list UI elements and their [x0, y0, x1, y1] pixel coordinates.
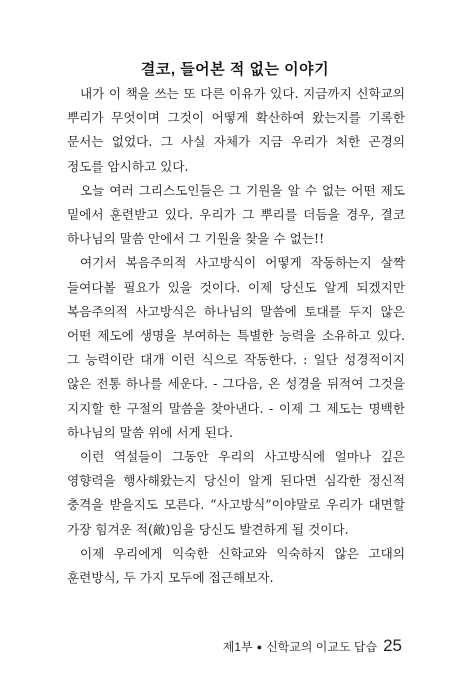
chapter-title: 결코, 들어본 적 없는 이야기	[140, 61, 330, 78]
footer-section-title: 신학교의 이교도 답습	[266, 640, 378, 654]
body-text	[67, 82, 405, 590]
page-number: 25	[383, 636, 402, 655]
paragraph: 내가 이 책을 쓰는 또 다른 이유가 있다. 지금까지 신학교의 뿌리가 무엇이며 그것이 어떻게 확산하여 왔는지를 기록한 문서는 없었다. 그 사실 자체가 지금 우리가 처한 곤경의 정도를 암시하고 있다.	[67, 86, 405, 174]
paragraph: 오늘 여러 그리스도인들은 그 기원을 알 수 없는 어떤 제도 밑에서 훈련받고 있다. 우리가 그 뿌리를 더듬을 경우, 결코 하나님의 말씀 안에서 그 기원을 찾을 수 없는!!	[67, 182, 405, 247]
paragraph: 이제 우리에게 익숙한 신학교와 익숙하지 않은 고대의 훈련방식, 두 가지 모두에 접근해보자.	[67, 545, 405, 586]
footer-part-label: 제1부	[222, 640, 253, 654]
paragraph: 이런 역설들이 그동안 우리의 사고방식에 얼마나 깊은 영향력을 행사해왔는지 당신이 알게 된다면 심각한 정신적 충격을 받을지도 모른다. “사고방식”이야말로 우리가 대면할 가장 힘겨운 적(敵)임을 당신도 발견하게 될 것이다.	[67, 449, 405, 537]
paragraph: 여기서 복음주의적 사고방식이 어떻게 작동하는지 살짝 들여다볼 필요가 있을 것이다. 이제 당신도 알게 되겠지만 복음주의적 사고방식은 하나님의 말씀에 토대를 두지 않은 어떤 제도에 생명을 부여하는 특별한 능력을 소유하고 있다. 그 능력이란 대개 이런 식으로 작동한다. : 일단 성경적이지 않은 전통 하나를 세운다. - 그다음, 온 성경을 뒤적여 그것을 지지할 한 구절의 말씀을 찾아낸다. - 이제 그 제도는 명백한 하나님의 말씀 위에 서게 된다.	[67, 255, 405, 440]
running-footer	[223, 636, 402, 656]
bullet-icon: ●	[256, 642, 263, 652]
